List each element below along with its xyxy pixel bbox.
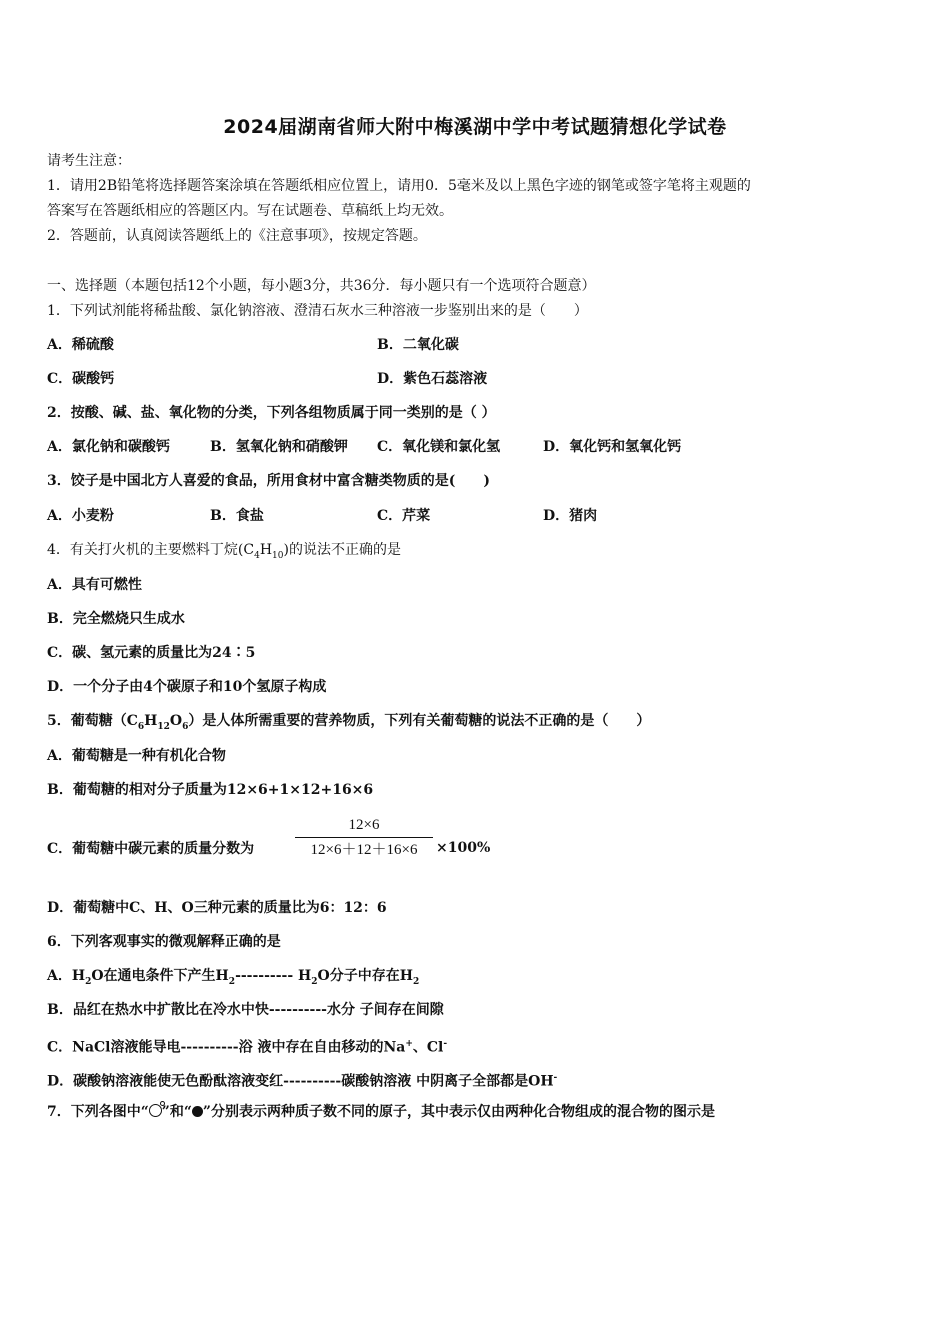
question-3-option-b: B．食盐 [210,508,264,524]
question-5-option-b: B．葡萄糖的相对分子质量为12×6+1×12+16×6 [47,782,374,798]
question-4-sub-2: 10 [272,550,284,561]
q6a-mid-3: O分子中存在H [317,968,413,984]
notice-heading: 请考生注意： [47,153,131,169]
question-6-option-a [47,967,419,991]
question-4-stem-h: H [259,542,273,558]
q7-post: ”分别表示两种质子数不同的原子，其中表示仅由两种化合物组成的混合物的图示是 [202,1104,715,1120]
question-1-option-c: C．碳酸钙 [47,371,115,387]
q6c-sup-2: - [443,1039,448,1049]
question-4-option-c: C．碳、氢元素的质量比为24∶5 [47,645,256,661]
q7-pre: 7．下列各图中“ [47,1104,149,1120]
question-3-option-a: A．小麦粉 [47,508,114,524]
question-1-option-a: A．稀硫酸 [47,337,114,353]
question-6-option-d [47,1069,557,1091]
question-3-option-d: D．猪肉 [543,508,598,524]
question-4-stem-pre: 4．有关打火机的主要燃料丁烷(C [47,542,255,558]
question-7-stem [47,1103,715,1121]
question-5-percent: ×100% [436,840,491,856]
question-2-option-c: C．氧化镁和氯化氢 [377,439,501,455]
question-4-option-a: A．具有可燃性 [47,577,142,593]
question-3-option-c: C．芹菜 [377,508,431,524]
question-4-option-d: D．一个分子由4个碳原子和10个氢原子构成 [47,679,327,695]
q6c-pre: C．NaCl溶液能导电----------浴 液中存在自由移动的Na [47,1039,406,1056]
q6a-mid-1: O在通电条件下产生H [91,968,229,984]
notice-item-2: 2．答题前，认真阅读答题纸上的《注意事项》，按规定答题。 [47,228,427,244]
question-2-option-b: B．氢氧化钠和硝酸钾 [210,439,348,455]
section-heading: 一、选择题（本题包括12个小题，每小题3分，共36分．每小题只有一个选项符合题意） [47,278,596,294]
question-6-stem: 6．下列客观事实的微观解释正确的是 [47,934,281,950]
q6a-sub-3: 2 [311,976,318,987]
q6d-sup: - [553,1073,558,1083]
question-6-option-c [47,1035,447,1057]
q6a-pre: A．H [47,968,86,984]
question-1-option-b: B．二氧化碳 [377,337,459,353]
question-6-option-b: B．品红在热水中扩散比在冷水中快----------水分 子间存在间隙 [47,1002,444,1018]
question-3-stem: 3．饺子是中国北方人喜爱的食品，所用食材中富含糖类物质的是( ) [47,473,490,489]
question-5-sub-c: 6 [137,721,145,732]
question-4-option-b: B．完全燃烧只生成水 [47,611,185,627]
question-5-sub-o: 6 [182,721,189,732]
question-1-stem: 1．下列试剂能将稀盐酸、氯化钠溶液、澄清石灰水三种溶液一步鉴别出来的是（ ） [47,303,588,319]
q6a-sub-2: 2 [228,976,236,987]
page-title: 2024届湖南省师大附中梅溪湖中学中考试题猜想化学试卷 [223,116,727,138]
question-5-option-d: D．葡萄糖中C、H、O三种元素的质量比为6：12：6 [47,900,387,916]
q6c-mid: 、Cl [412,1039,444,1056]
q6a-mid-2: ---------- H [235,968,312,984]
q7-mid: ”和“ [161,1104,192,1120]
question-2-option-d: D．氧化钙和氢氧化钙 [543,439,682,455]
q6a-sub-1: 2 [85,976,92,987]
filled-atom-icon [192,1106,203,1117]
q6a-sub-4: 2 [412,976,420,987]
question-5-option-c: C．葡萄糖中碳元素的质量分数为 [47,841,255,857]
q6d-pre: D．碳酸钠溶液能使无色酚酞溶液变红----------碳酸钠溶液 中阴离子全部都是OH [47,1073,554,1090]
question-4-stem [47,541,401,565]
notice-item-1-line-2: 答案写在答题纸相应的答题区内。写在试题卷、草稿纸上均无效。 [47,203,453,219]
fraction-bar [295,837,433,838]
fraction-denominator: 12×6＋12＋16×6 [310,842,418,858]
fraction-numerator: 12×6 [348,817,380,833]
question-1-option-d: D．紫色石蕊溶液 [377,371,488,387]
question-5-stem [47,712,650,736]
question-2-stem: 2．按酸、碱、盐、氧化物的分类，下列各组物质属于同一类别的是（ ） [47,405,496,421]
question-5-fraction [295,815,433,860]
question-5-stem-pre: 5．葡萄糖（C [47,713,138,729]
question-5-option-a: A．葡萄糖是一种有机化合物 [47,748,226,764]
question-2-option-a: A．氯化钠和碳酸钙 [47,439,170,455]
question-4-stem-post: )的说法不正确的是 [283,542,401,558]
question-5-o: O [169,713,183,729]
question-5-stem-post: ）是人体所需重要的营养物质，下列有关葡萄糖的说法不正确的是（ ） [188,713,651,729]
open-atom-icon [149,1104,162,1117]
question-4-sub-1: 4 [254,550,260,561]
question-5-h: H [144,713,158,729]
notice-item-1-line-1: 1．请用2B铅笔将选择题答案涂填在答题纸相应位置上，请用0．5毫米及以上黑色字迹的钢笔或签字笔将主观题的 [47,178,751,194]
q6c-sup-1: + [405,1039,413,1049]
question-5-sub-h: 12 [157,721,170,732]
